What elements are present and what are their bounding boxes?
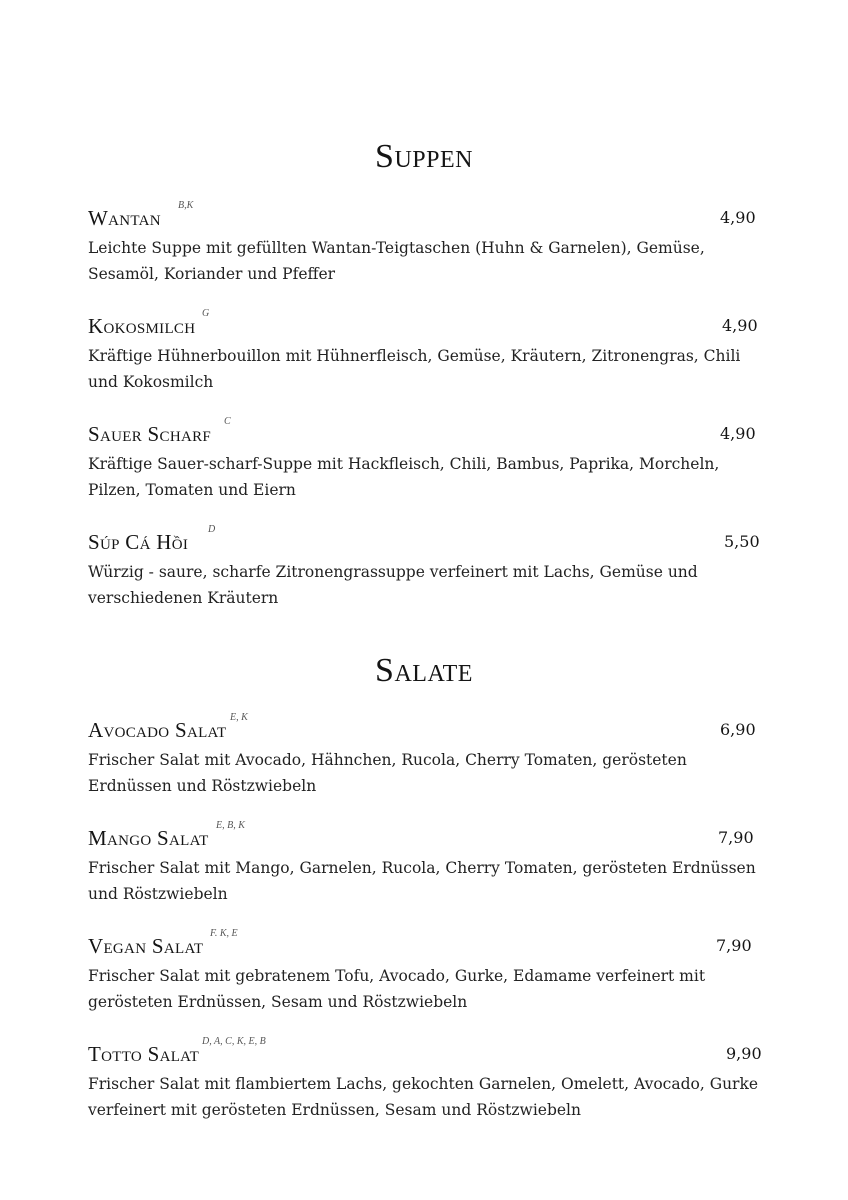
- allergen-codes: B,K: [178, 200, 194, 211]
- menu-item-mango-salat: [88, 820, 768, 907]
- allergen-codes: D, A, C, K, E, B: [202, 1036, 266, 1047]
- allergen-codes: F. K, E: [210, 928, 238, 939]
- item-price: 4,90: [720, 208, 756, 227]
- item-price: 9,90: [726, 1044, 762, 1063]
- menu-item-wantan: [88, 200, 768, 287]
- menu-item-totto-salat: [88, 1036, 768, 1123]
- menu-item-kokosmilch: [88, 308, 768, 395]
- item-description: Kräftige Hühnerbouillon mit Hühnerfleisch, Gemüse, Kräutern, Zitronengras, Chili und Kokosmilch: [88, 347, 741, 391]
- item-description: Leichte Suppe mit gefüllten Wantan-Teigtaschen (Huhn & Garnelen), Gemüse, Sesamöl, Koriander und Pfeffer: [88, 239, 705, 283]
- item-description: Frischer Salat mit Avocado, Hähnchen, Rucola, Cherry Tomaten, gerösteten Erdnüssen und Röstzwiebeln: [88, 751, 687, 795]
- item-name: Totto Salat: [88, 1042, 200, 1066]
- item-name: Mango Salat: [88, 826, 209, 850]
- item-description: Würzig - saure, scharfe Zitronengrassuppe verfeinert mit Lachs, Gemüse und verschiedenen Kräutern: [88, 563, 698, 607]
- menu-item-vegan-salat: [88, 928, 768, 1015]
- menu-item-sup-ca-hoi: [88, 524, 768, 611]
- item-description: Frischer Salat mit Mango, Garnelen, Rucola, Cherry Tomaten, gerösteten Erdnüssen und Röstzwiebeln: [88, 859, 756, 903]
- item-description: Frischer Salat mit gebratenem Tofu, Avocado, Gurke, Edamame verfeinert mit gerösteten Erdnüssen, Sesam und Röstzwiebeln: [88, 967, 706, 1011]
- section-title-suppen: Suppen: [375, 138, 473, 175]
- allergen-codes: E, K: [230, 712, 248, 723]
- item-name: Súp Cá Hồi: [88, 530, 189, 554]
- allergen-codes: C: [224, 416, 231, 427]
- item-name: Avocado Salat: [88, 718, 227, 742]
- item-description: Kräftige Sauer-scharf-Suppe mit Hackfleisch, Chili, Bambus, Paprika, Morcheln, Pilzen, Tomaten und Eiern: [88, 455, 720, 499]
- allergen-codes: G: [202, 308, 210, 319]
- allergen-codes: D: [208, 524, 216, 535]
- item-name: Wantan: [88, 206, 161, 230]
- menu-item-avocado-salat: [88, 712, 768, 799]
- item-description: Frischer Salat mit flambiertem Lachs, gekochten Garnelen, Omelett, Avocado, Gurke verfeinert mit gerösteten Erdnüssen, Sesam und Röstzwiebeln: [88, 1075, 759, 1119]
- item-name: Kokosmilch: [88, 314, 196, 338]
- item-price: 5,50: [724, 532, 760, 551]
- item-name: Vegan Salat: [88, 934, 204, 958]
- item-price: 4,90: [722, 316, 758, 335]
- item-price: 6,90: [720, 720, 756, 739]
- allergen-codes: E, B, K: [216, 820, 245, 831]
- item-price: 7,90: [716, 936, 752, 955]
- section-title-salate: Salate: [375, 652, 473, 689]
- item-name: Sauer Scharf: [88, 422, 212, 446]
- item-price: 4,90: [720, 424, 756, 443]
- menu-item-sauer-scharf: [88, 416, 768, 503]
- item-price: 7,90: [718, 828, 754, 847]
